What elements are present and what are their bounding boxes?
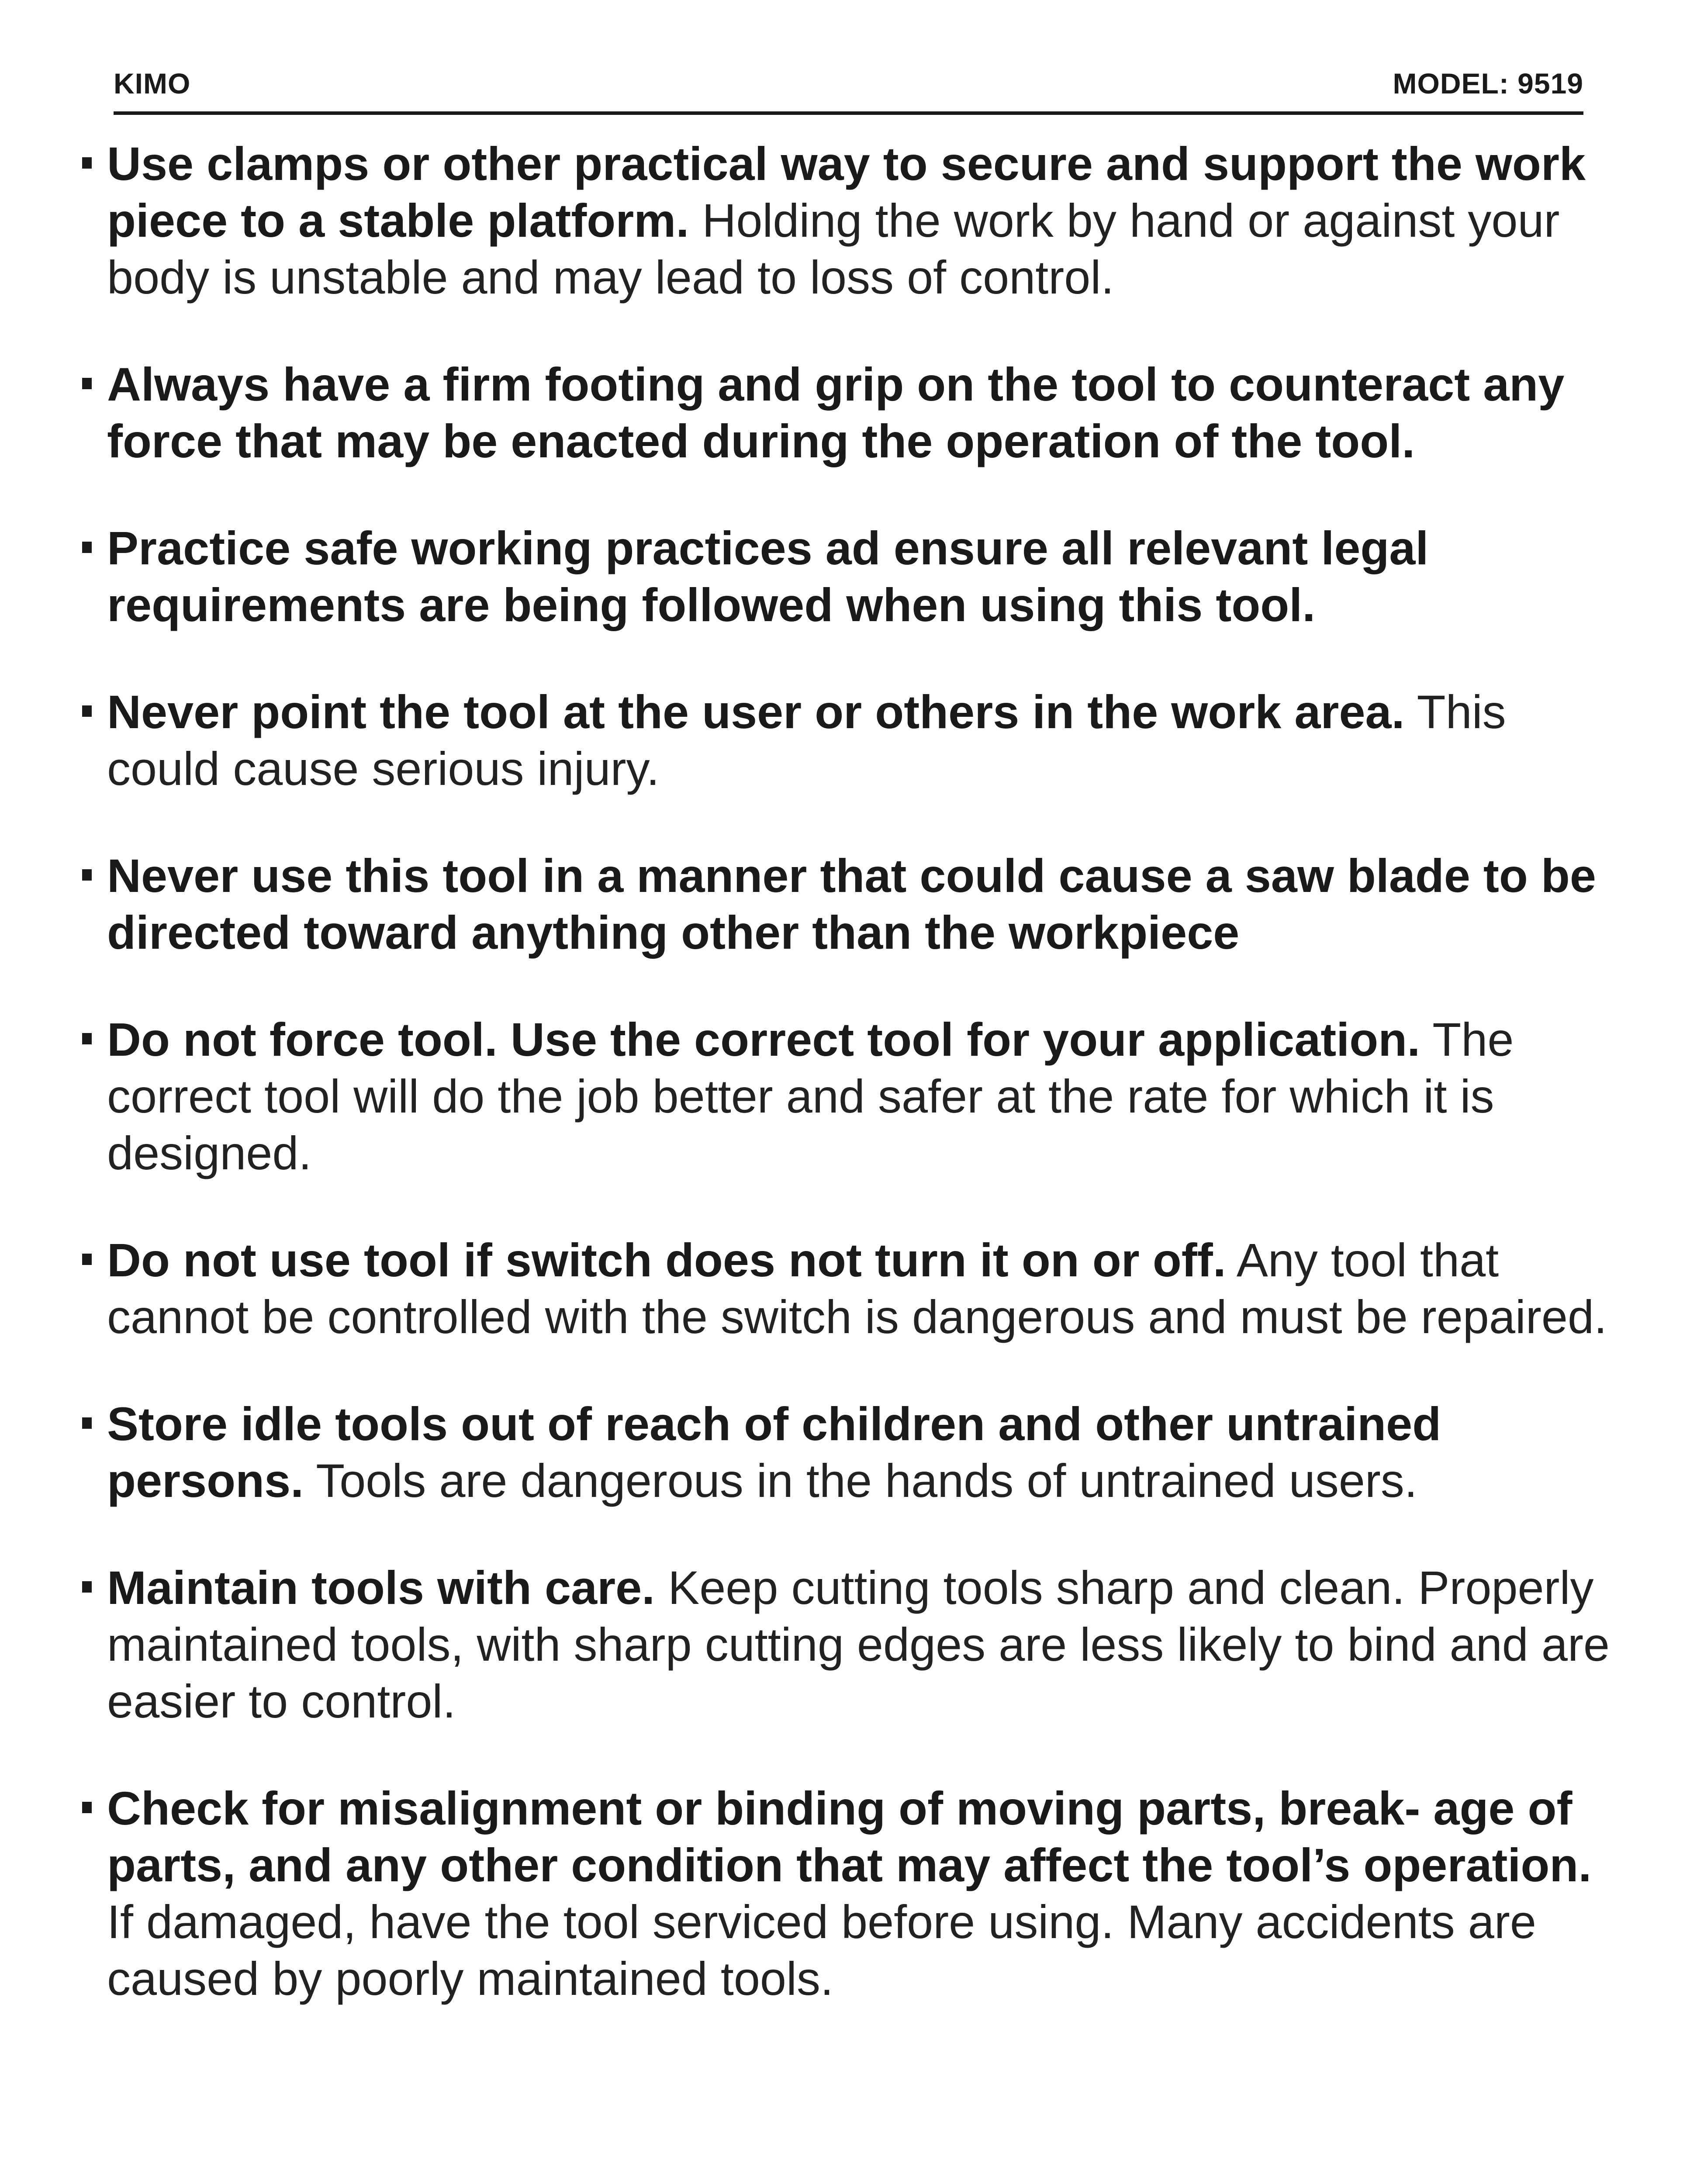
bullet-icon [82,1417,92,1429]
item-heading: Use clamps or other practical way to secure and support the work piece to a stable platform. [107,137,1586,247]
bullet-icon [82,1254,92,1265]
bullet-icon [82,378,92,389]
list-item [79,684,1621,797]
safety-instructions-list [79,135,1621,2057]
item-heading: Never point the tool at the user or others in the work area. [107,685,1405,738]
item-heading: Maintain tools with care. [107,1561,655,1614]
bullet-icon [82,869,92,881]
model-number: MODEL: 9519 [1393,67,1583,100]
item-heading: Do not force tool. Use the correct tool for your application. [107,1013,1421,1066]
list-item [79,1011,1621,1182]
item-text: The correct tool will do the job better and safer at the rate for which it is designed. [107,1013,1514,1179]
item-heading: Store idle tools out of reach of children and other untrained persons. [107,1397,1441,1507]
bullet-icon [82,542,92,553]
bullet-icon [82,1802,92,1813]
list-item [79,135,1621,306]
list-item [79,1396,1621,1509]
list-item [79,1559,1621,1730]
item-text: Holding the work by hand or against your body is unstable and may lead to loss of control. [107,194,1560,304]
item-text: Any tool that cannot be controlled with the switch is dangerous and must be repaired. [107,1234,1607,1343]
bullet-icon [82,157,92,169]
bullet-icon [82,1033,92,1044]
bullet-icon [82,705,92,717]
list-item [79,356,1621,470]
list-item [79,1232,1621,1345]
item-heading: Always have a firm footing and grip on the tool to counteract any force that may be enacted during the operation of the tool. [107,358,1565,467]
list-item [79,520,1621,633]
item-heading: Check for misalignment or binding of moving parts, break- age of parts, and any other condition that may affect the tool’s operation. [107,1782,1592,1891]
item-text: This could cause serious injury. [107,685,1506,795]
item-text: Keep cutting tools sharp and clean. Properly maintained tools, with sharp cutting edges are less likely to bind and are easier to control. [107,1561,1610,1728]
item-text: Tools are dangerous in the hands of untrained users. [316,1454,1417,1507]
item-heading: Do not use tool if switch does not turn it on or off. [107,1234,1226,1286]
item-heading: Practice safe working practices ad ensure all relevant legal requirements are being followed when using this tool. [107,522,1429,631]
brand-name: KIMO [114,67,191,100]
page-header [114,63,1583,115]
item-heading: Never use this tool in a manner that could cause a saw blade to be directed toward anything other than the workpiece [107,849,1596,959]
bullet-icon [82,1581,92,1593]
item-text: If damaged, have the tool serviced before using. Many accidents are caused by poorly maintained tools. [107,1895,1536,2005]
list-item [79,847,1621,961]
list-item [79,1780,1621,2007]
